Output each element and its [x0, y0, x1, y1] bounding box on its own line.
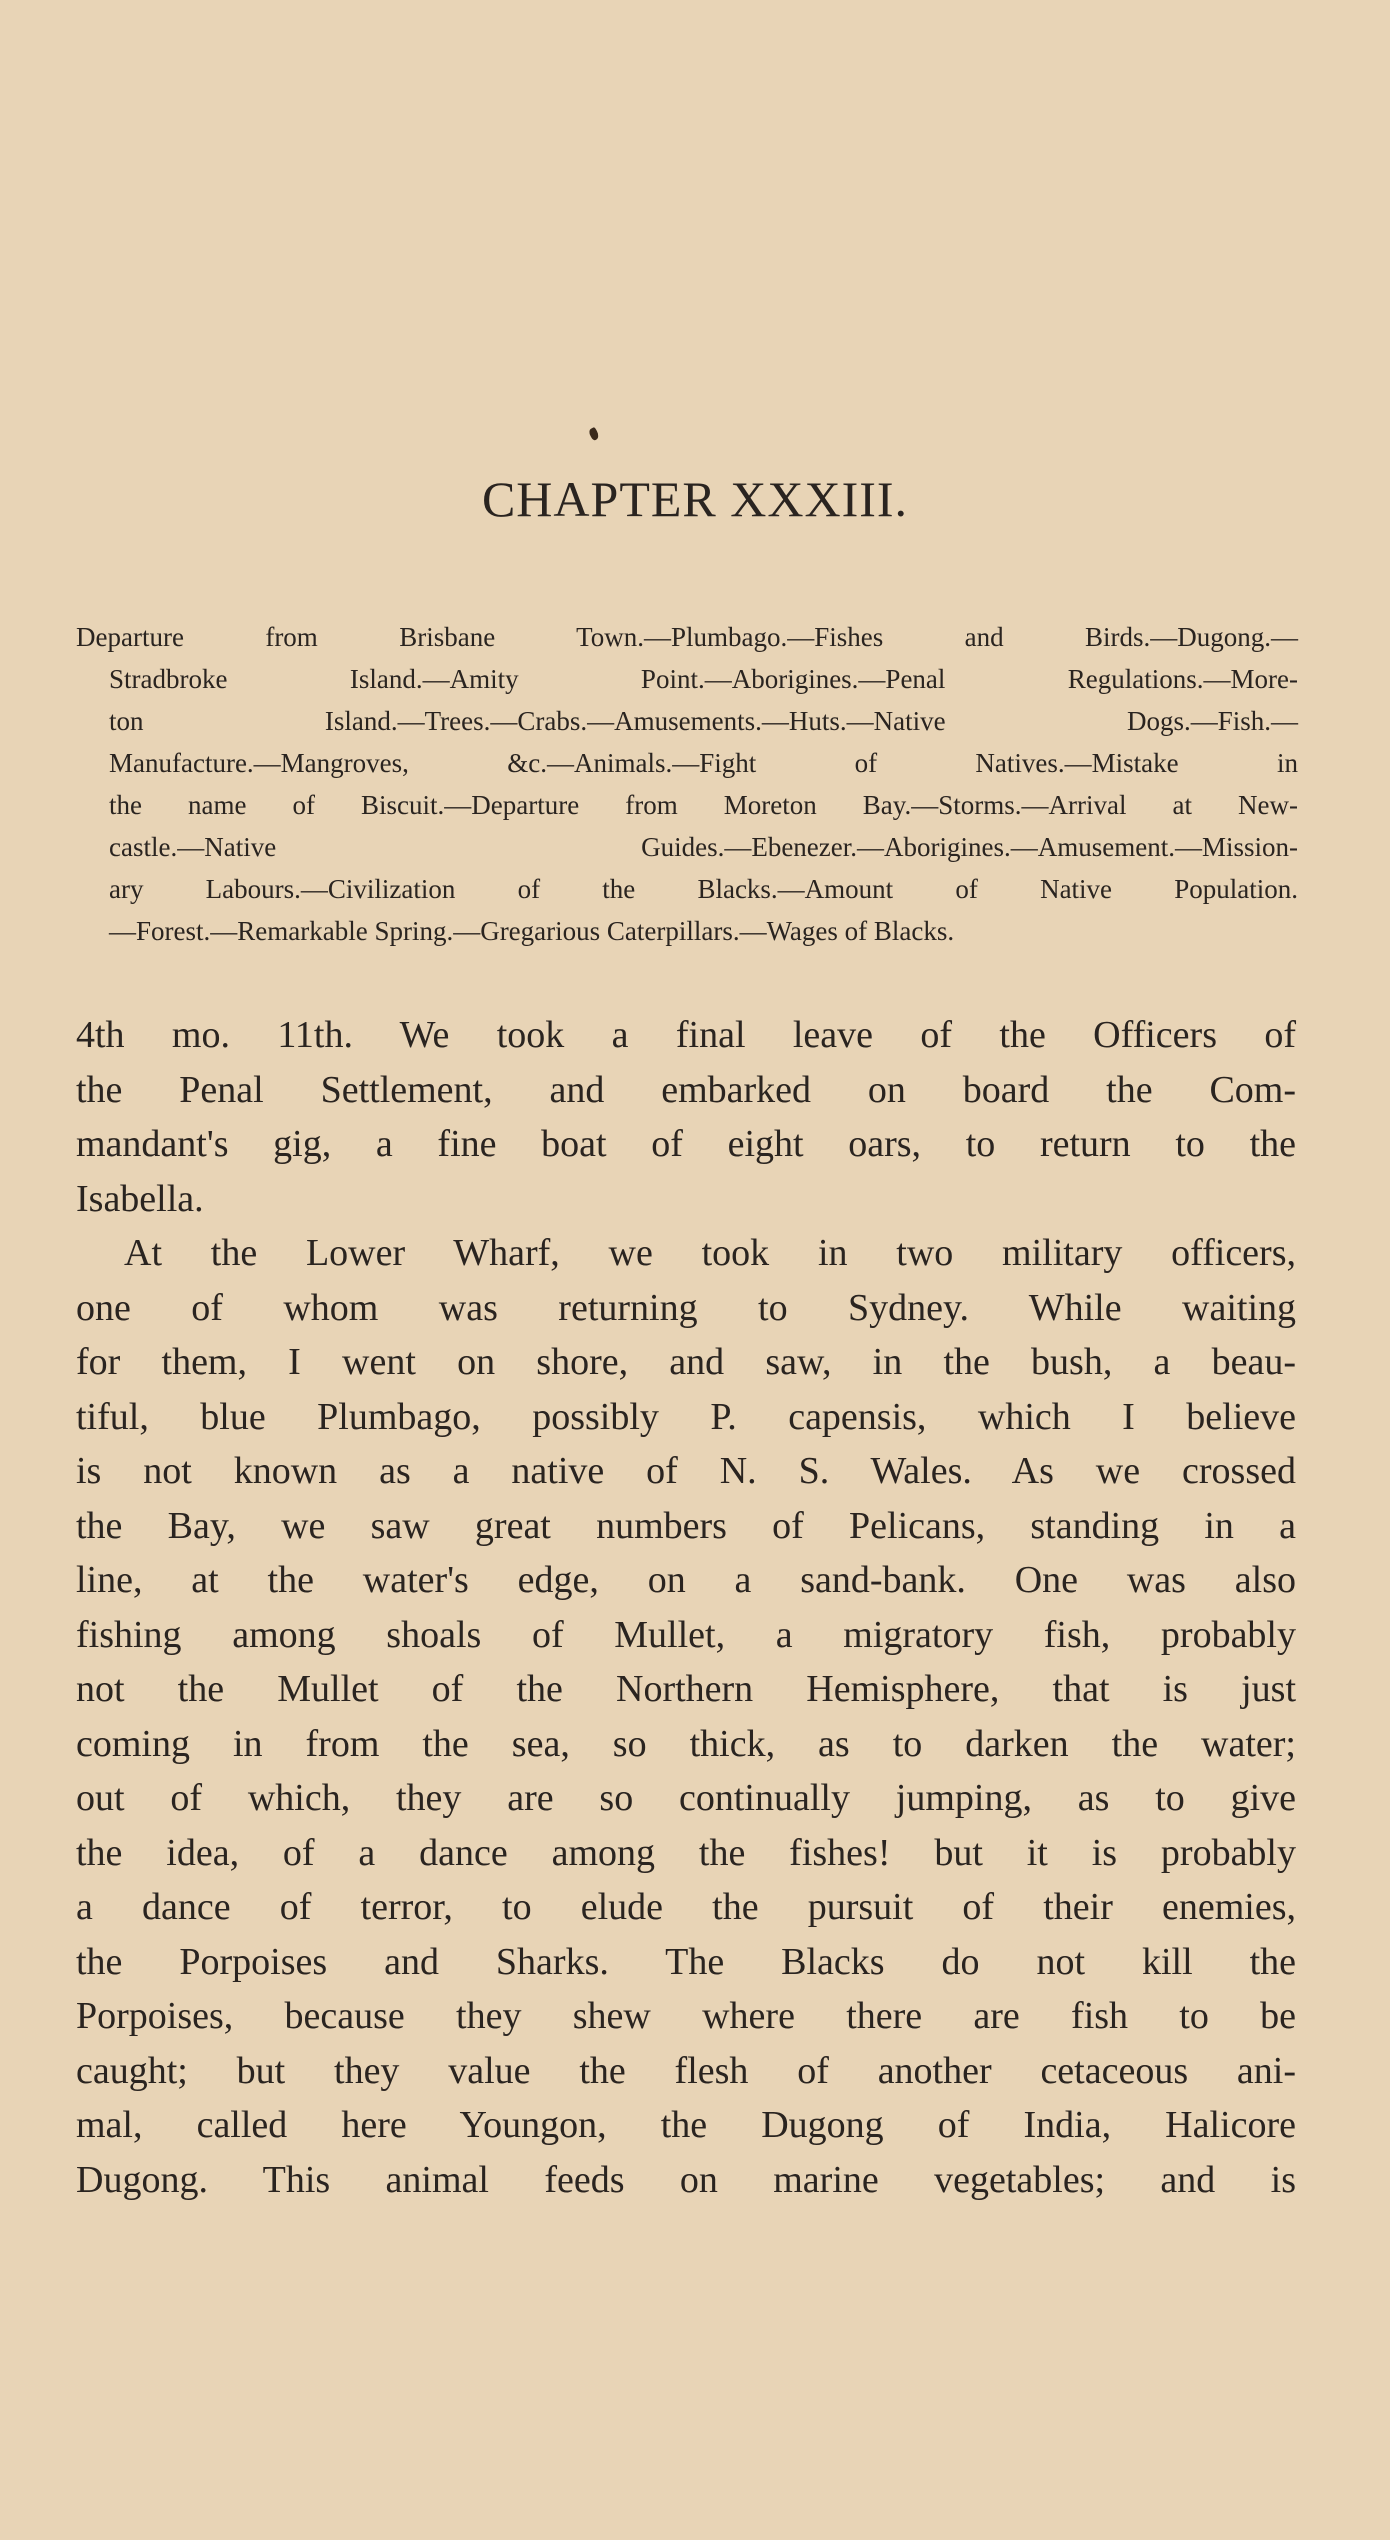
summary-line: castle.—Native Guides.—Ebenezer.—Aborigines.—Amusement.—Mission- [109, 832, 1298, 862]
body-line: Isabella. [76, 1177, 204, 1220]
body-text [76, 1008, 1296, 2207]
body-line: the Porpoises and Sharks. The Blacks do not kill the [76, 1940, 1296, 1983]
summary-line: ton Island.—Trees.—Crabs.—Amusements.—Huts.—Native Dogs.—Fish.— [109, 706, 1298, 736]
summary-line: ary Labours.—Civilization of the Blacks.—Amount of Native Population. [109, 874, 1298, 904]
body-line: the Bay, we saw great numbers of Pelicans, standing in a [76, 1504, 1296, 1547]
body-line: Dugong. This animal feeds on marine vegetables; and is [76, 2158, 1296, 2201]
body-line: one of whom was returning to Sydney. While waiting [76, 1286, 1296, 1329]
summary-line: —Forest.—Remarkable Spring.—Gregarious Caterpillars.—Wages of Blacks. [109, 916, 955, 946]
summary-line: Manufacture.—Mangroves, &c.—Animals.—Fight of Natives.—Mistake in [109, 748, 1298, 778]
body-line: mandant's gig, a fine boat of eight oars, to return to the [76, 1123, 1296, 1165]
summary-line: Departure from Brisbane Town.—Plumbago.—Fishes and Birds.—Dugong.— [76, 622, 1298, 652]
body-line: mal, called here Youngon, the Dugong of India, Halicore [76, 2104, 1296, 2146]
body-line: not the Mullet of the Northern Hemisphere, that is just [76, 1668, 1296, 1710]
body-line: a dance of terror, to elude the pursuit of their enemies, [76, 1886, 1296, 1928]
body-line: tiful, blue Plumbago, possibly P. capensis, which I believe [76, 1395, 1296, 1438]
chapter-title: CHAPTER XXXIII. [481, 471, 909, 527]
body-line: line, at the water's edge, on a sand-bank. One was also [76, 1559, 1296, 1601]
body-line: the idea, of a dance among the fishes! but it is probably [76, 1831, 1296, 1874]
body-line: out of which, they are so continually jumping, as to give [76, 1777, 1296, 1819]
body-line: the Penal Settlement, and embarked on board the Com- [76, 1068, 1296, 1111]
body-line: Porpoises, because they shew where there are fish to be [76, 1995, 1296, 2037]
summary-line: the name of Biscuit.—Departure from Moreton Bay.—Storms.—Arrival at New- [109, 790, 1298, 820]
body-line: caught; but they value the flesh of another cetaceous ani- [76, 2049, 1296, 2092]
body-line: coming in from the sea, so thick, as to darken the water; [76, 1722, 1296, 1765]
chapter-summary [76, 616, 1298, 952]
body-line: 4th mo. 11th. We took a final leave of the Officers of [76, 1014, 1296, 1056]
summary-line: Stradbroke Island.—Amity Point.—Aborigines.—Penal Regulations.—More- [109, 664, 1298, 694]
ink-blot [588, 427, 601, 441]
body-line: At the Lower Wharf, we took in two military officers, [124, 1232, 1296, 1274]
body-line: fishing among shoals of Mullet, a migratory fish, probably [76, 1613, 1296, 1656]
body-line: for them, I went on shore, and saw, in the bush, a beau- [76, 1341, 1296, 1383]
body-line: is not known as a native of N. S. Wales. As we crossed [76, 1450, 1296, 1492]
